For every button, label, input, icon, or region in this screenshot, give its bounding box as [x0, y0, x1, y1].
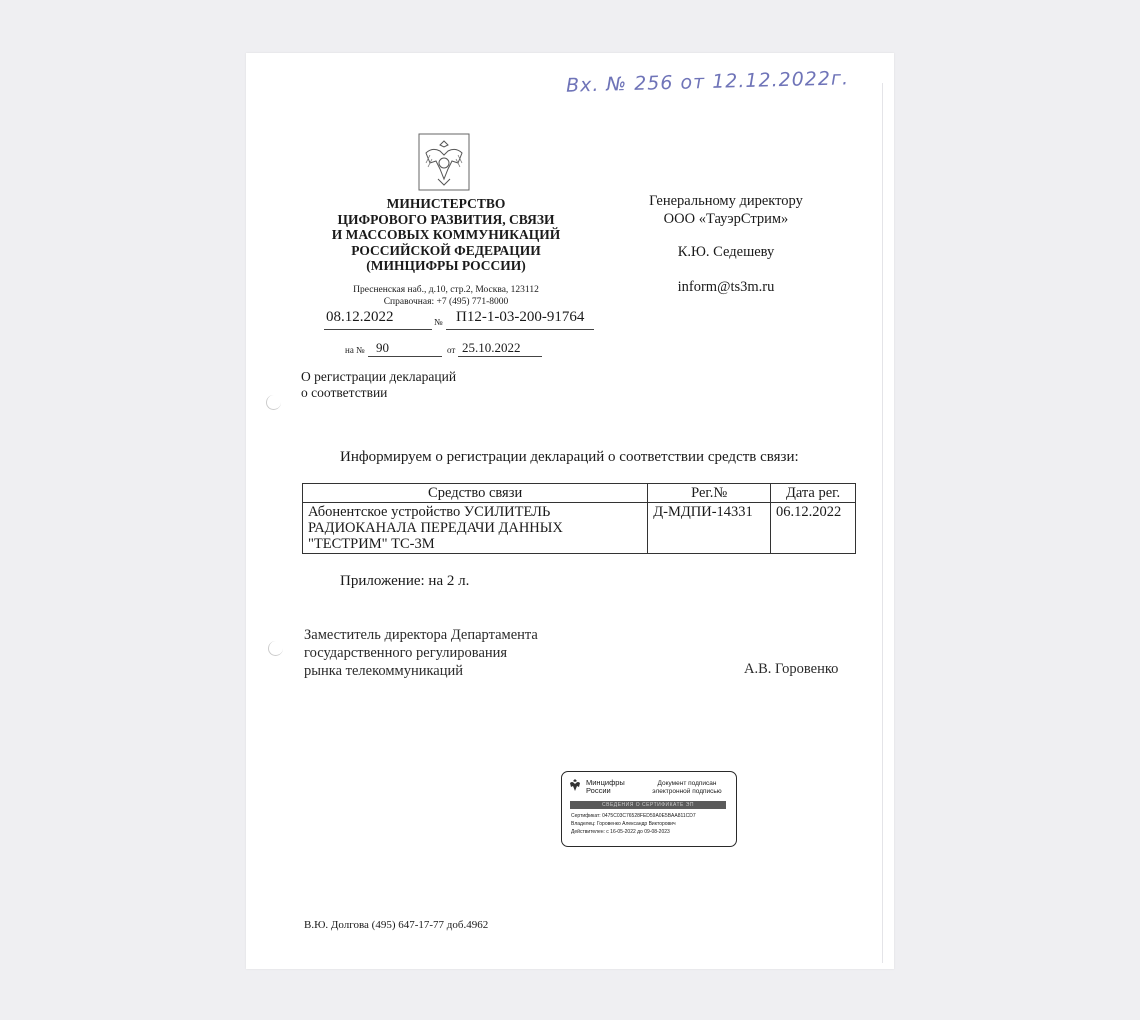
recipient-name: К.Ю. Седешеву — [677, 244, 775, 260]
stamp-title — [642, 780, 732, 796]
document-page — [246, 53, 894, 969]
signer-title-line: рынка телекоммуникаций — [304, 663, 464, 679]
stamp-org-line: России — [586, 786, 611, 795]
reference-number-label: на № — [345, 345, 365, 355]
stamp-certificate: Сертификат: 0475C03C76528FED59A0E5BAA811CD7 — [571, 813, 696, 819]
stamp-org — [586, 779, 636, 795]
reference-date: 25.10.2022 — [462, 340, 521, 355]
recipient-position — [626, 192, 826, 228]
stamp-org-line: Минцифры — [586, 778, 625, 787]
recipient-line: Генеральному директору — [649, 193, 803, 209]
address-line: Пресненская наб., д.10, стр.2, Москва, 123112 — [353, 285, 539, 295]
signer-title — [304, 626, 604, 680]
emblem-icon — [568, 778, 582, 794]
signer-title-line: государственного регулирования — [304, 645, 508, 661]
intro-text: Информируем о регистрации деклараций о соответствии средств связи: — [340, 449, 799, 465]
reg-number-cell: Д-МДПИ-14331 — [648, 503, 771, 554]
scan-mark — [268, 641, 283, 656]
reg-date-cell: 06.12.2022 — [771, 503, 856, 554]
column-header-reg-date: Дата рег. — [771, 484, 856, 503]
device-cell: Абонентское устройство УСИЛИТЕЛЬ РАДИОКАНАЛА ПЕРЕДАЧИ ДАННЫХ "ТЕСТРИМ" ТС-3М — [303, 503, 648, 554]
footer-contact: В.Ю. Долгова (495) 647-17-77 доб.4962 — [304, 919, 489, 931]
outgoing-date: 08.12.2022 — [326, 309, 394, 325]
stamp-owner: Владелец: Горовенко Александр Викторович — [571, 821, 676, 827]
stamp-title-line: электронной подписью — [652, 788, 722, 795]
ministry-line: И МАССОВЫХ КОММУНИКАЦИЙ — [331, 227, 561, 242]
subject-line: О регистрации деклараций — [301, 369, 457, 384]
ministry-line: ЦИФРОВОГО РАЗВИТИЯ, СВЯЗИ — [337, 211, 555, 227]
ministry-line: МИНИСТЕРСТВО — [386, 196, 506, 211]
letter-subject — [301, 369, 501, 400]
table-row — [303, 503, 856, 554]
ministry-line: РОССИЙСКОЙ ФЕДЕРАЦИИ — [351, 242, 541, 258]
page-edge-line — [882, 83, 883, 963]
signer-title-line: Заместитель директора Департамента — [304, 627, 538, 643]
ministry-line: (МИНЦИФРЫ РОССИИ) — [366, 258, 526, 273]
electronic-signature-stamp — [561, 771, 737, 847]
ministry-address — [306, 284, 586, 308]
scan-mark — [266, 395, 281, 410]
table-header-row — [303, 484, 856, 503]
signer-name: А.В. Горовенко — [744, 661, 839, 677]
column-header-device: Средство связи — [303, 484, 648, 503]
ministry-name — [286, 196, 606, 274]
handwritten-incoming-note: Вх. № 256 от 12.12.2022г. — [565, 67, 850, 97]
coat-of-arms-icon — [418, 133, 470, 191]
recipient-line: ООО «ТауэрСтрим» — [663, 211, 789, 227]
stamp-title-line: Документ подписан — [657, 780, 717, 787]
registration-table — [302, 483, 856, 554]
appendix-note: Приложение: на 2 л. — [340, 573, 470, 589]
subject-line: о соответствии — [301, 384, 388, 400]
recipient-email: inform@ts3m.ru — [677, 279, 775, 295]
outgoing-number: П12-1-03-200-91764 — [456, 309, 585, 325]
column-header-reg-number: Рег.№ — [648, 484, 771, 503]
outgoing-number-symbol: № — [434, 317, 443, 327]
reference-date-label: от — [447, 345, 456, 355]
stamp-certificate-bar: СВЕДЕНИЯ О СЕРТИФИКАТЕ ЭП — [570, 801, 726, 809]
reference-number: 90 — [376, 340, 389, 355]
address-line: Справочная: +7 (495) 771-8000 — [383, 297, 509, 307]
stamp-validity: Действителен: с 16-05-2022 до 09-08-2023 — [571, 829, 670, 835]
